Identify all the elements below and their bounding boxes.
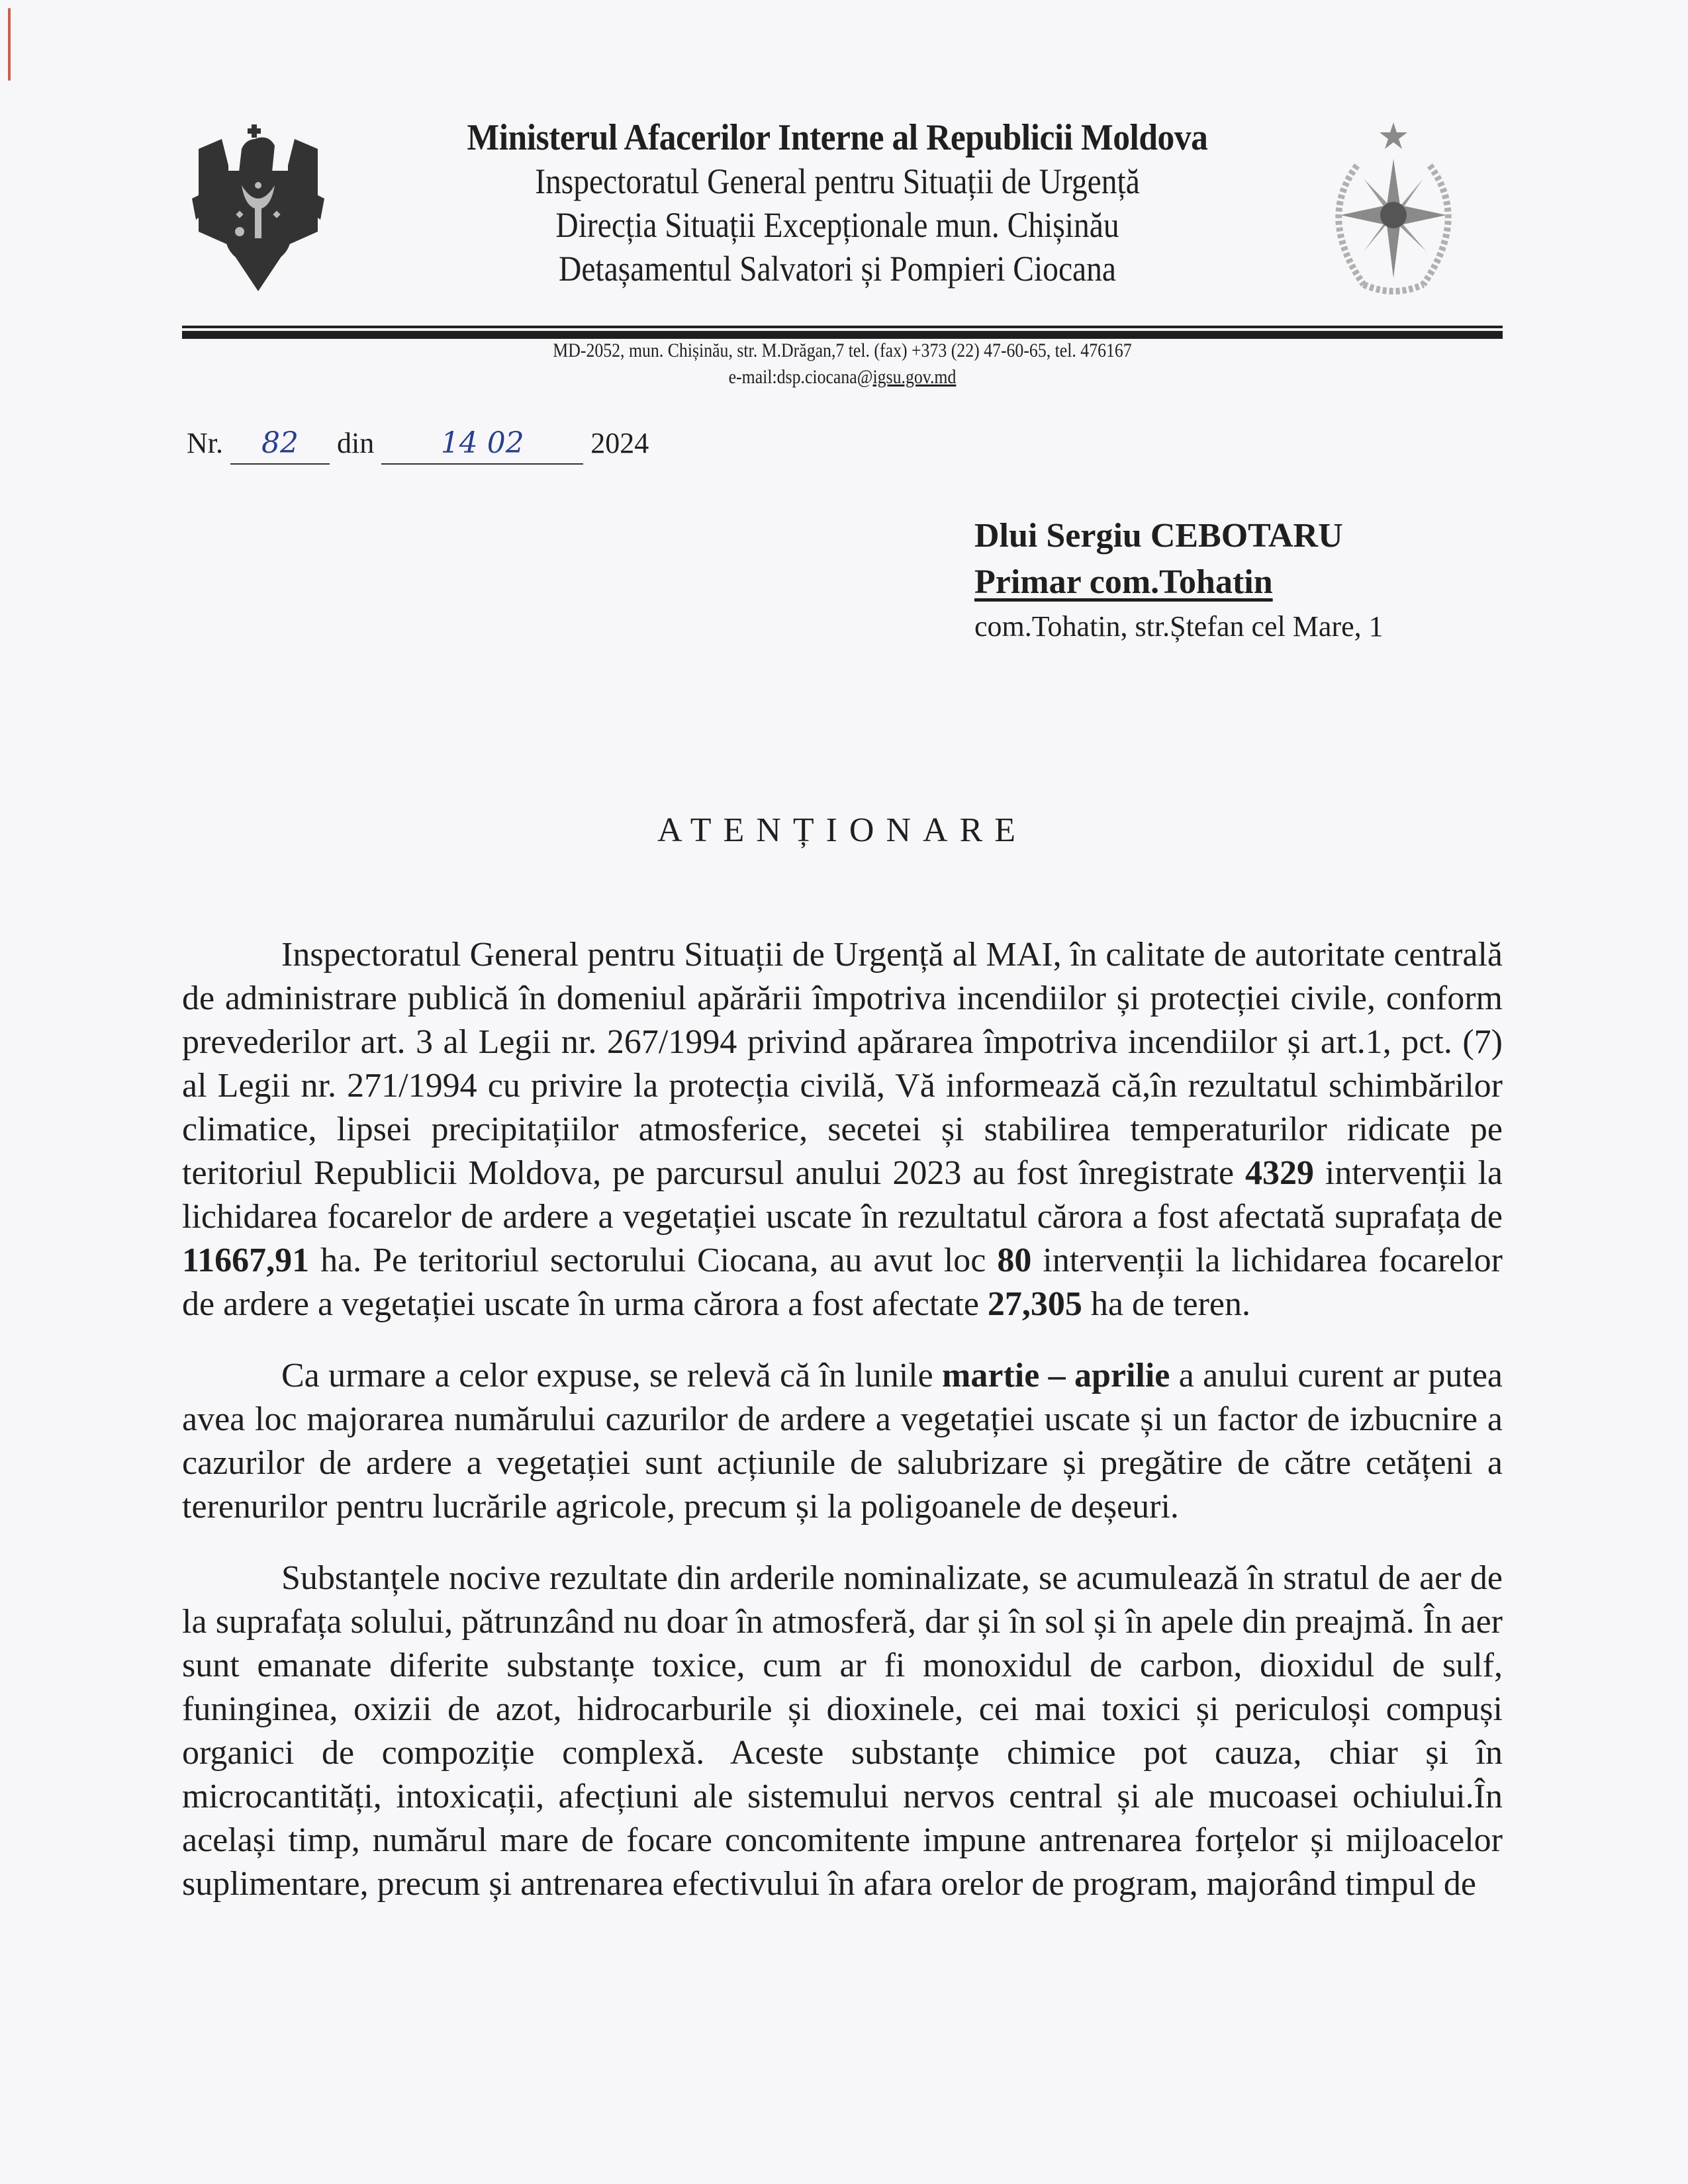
registration-line [187, 424, 649, 465]
igsu-emblem-icon [1311, 113, 1476, 311]
email-line [275, 364, 1411, 390]
paragraph-risk-period [182, 1354, 1503, 1529]
directorate-name: Direcția Situații Excepționale mun. Chișinău [555, 205, 1119, 245]
paragraph-harmful-substances: Substanțele nocive rezultate din arderile nominalizate, se acumulează în stratul de aer de la suprafața solului, pătrunzând nu doar în atmosferă, dar și în sol și în apele din preajmă. În aer sunt emanate diferite substanțe toxice, cum ar fi monoxidul de carbon, dioxidul de sulf, funinginea, oxizii de azot, hidrocarburile și dioxinele, cei mai toxici și periculoși compuși organici de compoziție complexă. Aceste substanțe chimice pot cauza, chiar și în microcantități, intoxicații, afecțiuni ale sistemului nervos central și ale mucoasei ochiului.În același timp, numărul mare de focare concomitente impune antrenarea forțelor și mijloacelor suplimentare, precum și antrenarea efectivului în afara orelor de program, majorând timpul de [182, 1559, 1503, 1903]
inspectorate-name: Inspectoratul General pentru Situații de Urgență [535, 161, 1140, 201]
recipient-address: com.Tohatin, str.Ștefan cel Mare, 1 [974, 610, 1383, 643]
p2-text-1: Ca urmare a celor expuse, se relevă că în lunile [281, 1357, 943, 1394]
national-affected-area: 11667,91 [182, 1242, 310, 1279]
risk-months: martie – aprilie [942, 1357, 1170, 1394]
p1-text-3: ha. Pe teritoriul sectorului Ciocana, au avut loc [309, 1242, 998, 1279]
p1-text-4: intervenții la lichidarea focarelor de ardere a vegetației uscate în urma cărora a fost afectate [182, 1242, 1503, 1323]
margin-mark [8, 8, 11, 81]
p1-text-1: Inspectoratul General pentru Situații de Urgență al MAI, în calitate de autoritate centrală de administrare publică în domeniul apărării împotriva incendiilor și protecției civile, conform prevederilor art. 3 al Legii nr. 267/1994 privind apărarea împotriva incendiilor și art.1, pct. (7) al Legii nr. 271/1994 cu privire la protecția civilă, Vă informează că,în rezultatul schimbărilor climatice, lipsei precipitațiilor atmosferice, secetei și stabilirea temperaturilor ridicate pe teritoriul Republicii Moldova, pe parcursul anului 2023 au fost înregistrate [182, 936, 1503, 1192]
recipient-block [974, 513, 1383, 648]
paragraph-statistics [182, 933, 1503, 1326]
p1-text-5: ha de teren. [1082, 1285, 1251, 1323]
detachment-name: Detașamentul Salvatori și Pompieri Ciocana [559, 249, 1116, 289]
document-body [182, 933, 1503, 1934]
recipient-name: Dlui Sergiu CEBOTARU [974, 517, 1343, 555]
moldova-coat-of-arms-icon [185, 119, 331, 298]
p1-text-2: intervenții la lichidarea focarelor de ardere a vegetației uscate în rezultatul cărora a fost afectată suprafața de [182, 1154, 1503, 1236]
email-domain-link[interactable]: igsu.gov.md [872, 366, 957, 388]
national-interventions-count: 4329 [1244, 1154, 1314, 1192]
registration-number: 82 [230, 424, 330, 465]
nr-label: Nr. [187, 427, 223, 459]
recipient-title: Primar com.Tohatin [974, 563, 1273, 601]
postal-address: MD-2052, mun. Chișinău, str. M.Drăgan,7 tel. (fax) +373 (22) 47-60-65, tel. 476167 [553, 340, 1132, 361]
contact-block [182, 338, 1503, 390]
letterhead [371, 116, 1304, 291]
email-prefix: e-mail:dsp.ciocana@ [728, 366, 873, 388]
ciocana-interventions-count: 80 [997, 1242, 1032, 1279]
ministry-name: Ministerul Afacerilor Interne al Republicii Moldova [467, 117, 1208, 158]
registration-date: 14 02 [381, 424, 583, 465]
din-label: din [337, 427, 375, 459]
ciocana-affected-area: 27,305 [987, 1285, 1082, 1323]
header-divider-thin [182, 326, 1503, 328]
registration-year: 2024 [590, 427, 649, 459]
document-title: ATENȚIONARE [657, 811, 1028, 849]
p2-text-2: a anului curent ar putea avea loc majorarea numărului cazurilor de ardere a vegetației uscate și un factor de izbucnire a cazurilor de ardere a vegetației sunt acțiunile de salubrizare și pregătire de către cetățeni a terenurilor pentru lucrările agricole, precum și la poligoanele de deșeuri. [182, 1357, 1503, 1525]
